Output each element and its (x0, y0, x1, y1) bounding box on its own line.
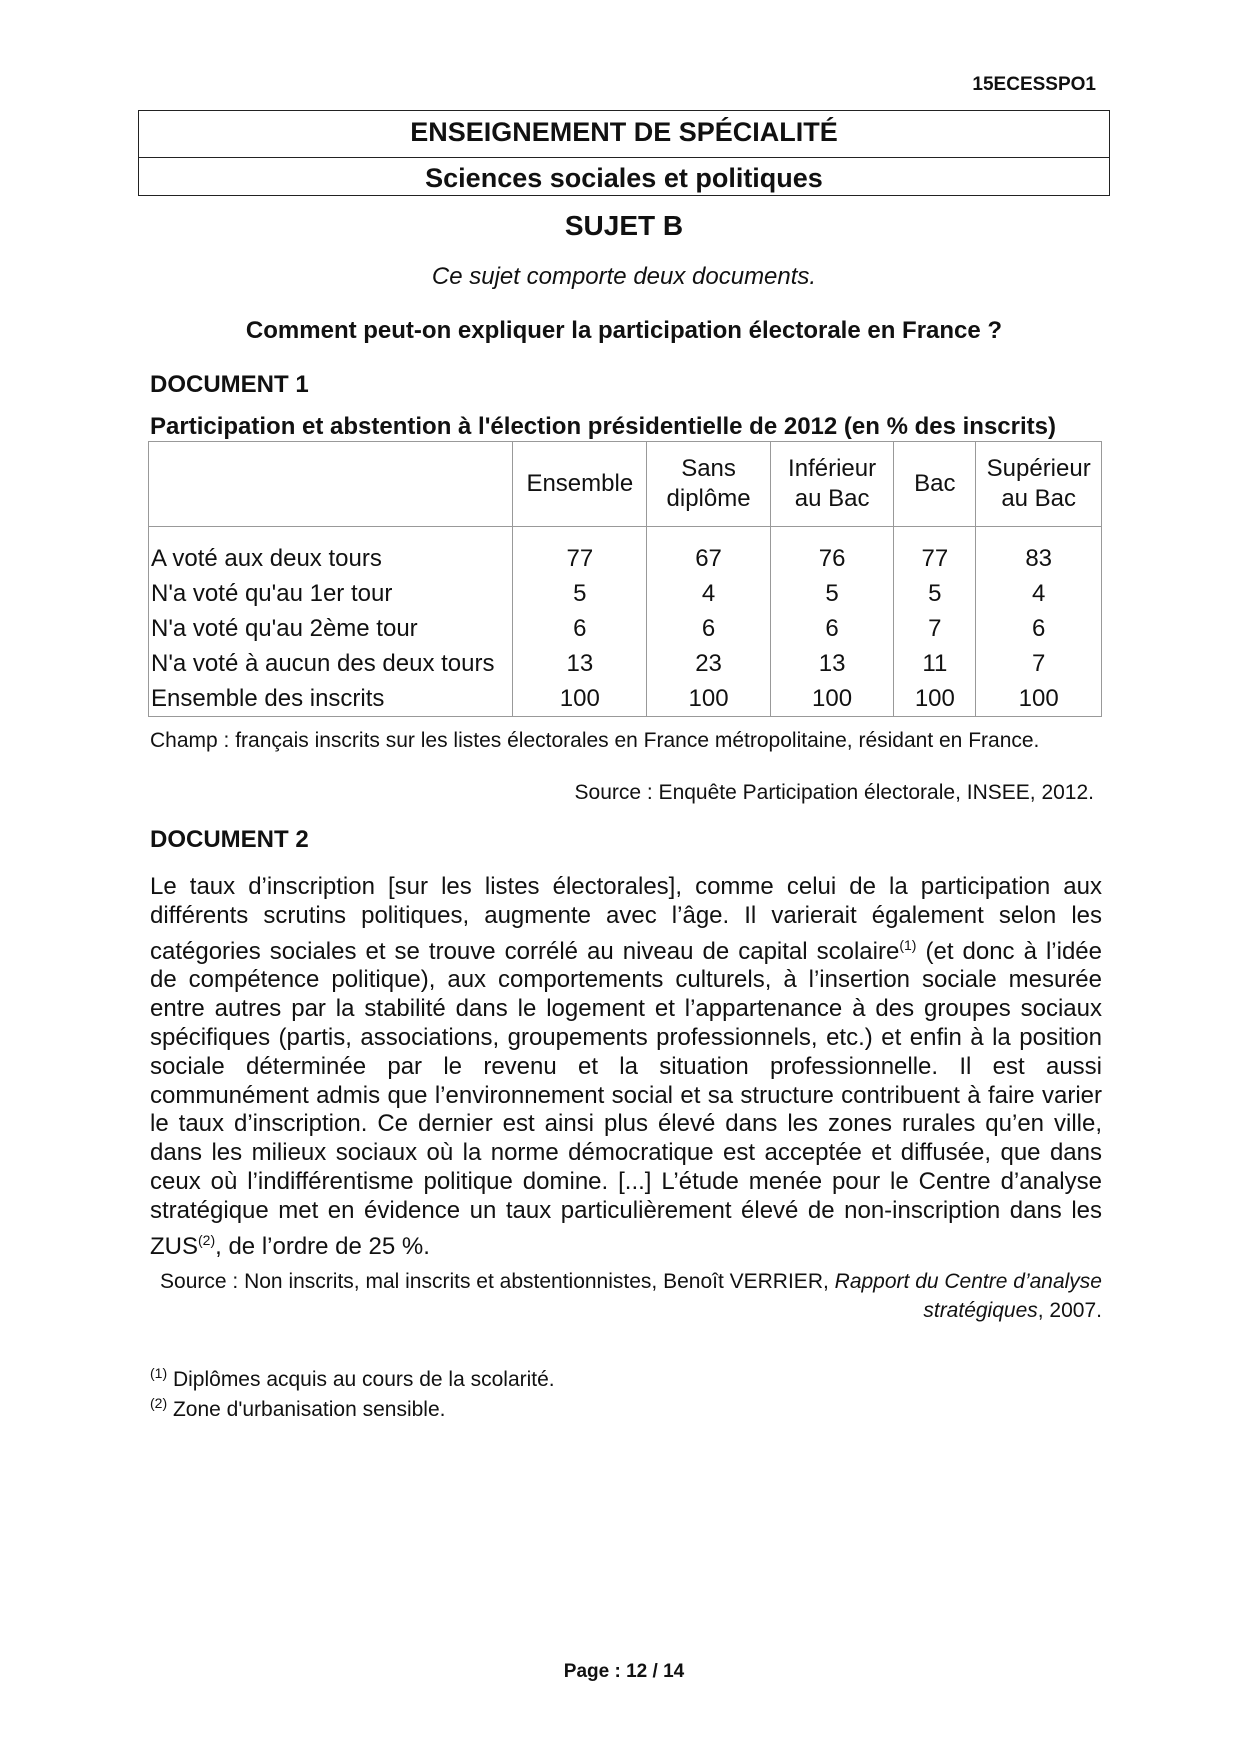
column-header: Inférieur au Bac (770, 442, 894, 527)
row-label: N'a voté qu'au 2ème tour (149, 611, 513, 646)
footnote-mark: (2) (150, 1395, 168, 1411)
source-title: Rapport du Centre d’analyse stratégiques (834, 1270, 1102, 1322)
document-code: 15ECESSPO1 (972, 74, 1096, 95)
column-header: Supérieur au Bac (976, 442, 1102, 527)
column-header: Ensemble (513, 442, 647, 527)
intro-text: Ce sujet comporte deux documents. (431, 263, 817, 290)
document2-text-part: , de l’ordre de 25 %. (215, 1232, 430, 1260)
table-row (149, 576, 1102, 611)
table-cell: 76 (770, 541, 894, 576)
table-cell: 5 (513, 576, 647, 611)
table-row (149, 541, 1102, 576)
document2-text-part: (et donc à l’idée de compétence politique), aux comportements culturels, à l’insertion sociale mesurée entre autres par la stabilité dans le logement et l’appartenance à des groupes sociaux spécifiques (partis, associations, groupements professionnels, etc.) et enfin à la position sociale déterminée par le revenu et la situation professionnelle. Il est aussi communément admis que l’environnement social et sa structure contribuent à faire varier le taux d’inscription. Ce dernier est ainsi plus élevé dans les zones rurales qu’en ville, dans les milieux sociaux où la norme démocratique est acceptée et diffusée, que dans ceux où l’indifférentisme politique domine. [...] L’étude menée pour le Centre d’analyse stratégique met en évidence un taux particulièrement élevé de non-inscription dans les ZUS (150, 937, 1102, 1260)
footnote-ref: (1) (899, 936, 917, 953)
document2-text-part: Le taux d’inscription [sur les listes électorales], comme celui de la participation aux différents scrutins politiques, augmente avec l’âge. Il varierait également selon les catégories sociales et se trouve corrélé au niveau de capital scolaire (150, 873, 1102, 965)
header-box (138, 110, 1110, 196)
header-title: ENSEIGNEMENT DE SPÉCIALITÉ (410, 117, 838, 147)
footnote-mark: (1) (150, 1365, 168, 1381)
table-cell: 77 (894, 541, 976, 576)
table-cell: 23 (647, 646, 771, 681)
table-title: Participation et abstention à l'élection présidentielle de 2012 (en % des inscrits) (150, 413, 1056, 440)
row-label: Ensemble des inscrits (149, 681, 513, 717)
header-divider (139, 157, 1109, 158)
table-header-row (149, 442, 1102, 527)
column-header: Sans diplôme (647, 442, 771, 527)
table-corner-cell (149, 442, 513, 527)
row-label: A voté aux deux tours (149, 541, 513, 576)
source-year: , 2007. (1037, 1299, 1102, 1322)
table-cell: 13 (770, 646, 894, 681)
header-subtitle: Sciences sociales et politiques (425, 163, 823, 193)
table-cell: 5 (770, 576, 894, 611)
footnote-text: Zone d'urbanisation sensible. (167, 1398, 446, 1421)
row-label: N'a voté qu'au 1er tour (149, 576, 513, 611)
table-cell: 4 (647, 576, 771, 611)
document2-heading: DOCUMENT 2 (150, 826, 309, 853)
table-cell: 4 (976, 576, 1102, 611)
table-cell: 6 (647, 611, 771, 646)
table-row (149, 681, 1102, 717)
document1-source: Source : Enquête Participation électorale, INSEE, 2012. (574, 781, 1094, 804)
participation-table (148, 441, 1102, 717)
table-cell: 7 (894, 611, 976, 646)
document2-text (150, 873, 1102, 1261)
table-cell: 100 (770, 681, 894, 717)
footnote-text: Diplômes acquis au cours de la scolarité. (167, 1368, 555, 1391)
footnote-ref: (2) (198, 1231, 216, 1248)
table-cell: 5 (894, 576, 976, 611)
table-row (149, 611, 1102, 646)
table-cell: 7 (976, 646, 1102, 681)
footnote-2 (150, 1395, 445, 1422)
table-cell: 100 (894, 681, 976, 717)
row-label: N'a voté à aucun des deux tours (149, 646, 513, 681)
table-cell: 6 (513, 611, 647, 646)
table-cell: 6 (770, 611, 894, 646)
table-cell: 11 (894, 646, 976, 681)
champ-note: Champ : français inscrits sur les listes électorales en France métropolitaine, résidant en France. (150, 729, 1040, 752)
table-cell: 6 (976, 611, 1102, 646)
column-header: Bac (894, 442, 976, 527)
page-number: Page : 12 / 14 (563, 1661, 685, 1682)
table-cell: 100 (976, 681, 1102, 717)
document2-source (150, 1267, 1102, 1325)
table-cell: 77 (513, 541, 647, 576)
table-row (149, 646, 1102, 681)
footnote-1 (150, 1365, 555, 1392)
source-text: Source : Non inscrits, mal inscrits et abstentionnistes, Benoît VERRIER, (160, 1270, 835, 1293)
document1-heading: DOCUMENT 1 (150, 371, 309, 398)
table-cell: 13 (513, 646, 647, 681)
table-cell: 83 (976, 541, 1102, 576)
table-cell: 100 (513, 681, 647, 717)
subject-title: SUJET B (564, 210, 684, 241)
table-cell: 100 (647, 681, 771, 717)
table-cell: 67 (647, 541, 771, 576)
question-text: Comment peut-on expliquer la participation électorale en France ? (245, 317, 1003, 344)
